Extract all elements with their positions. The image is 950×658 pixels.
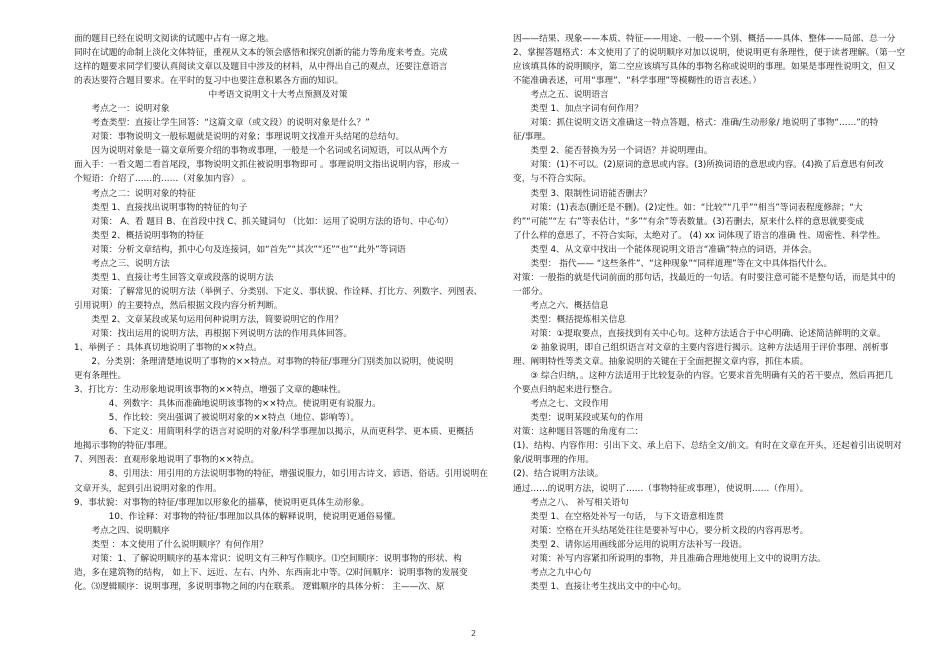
text-line: 对策：一般指的就是代词前面的那句话，找最近的一句话。有时要注意可能不是整句话，而是其中的 bbox=[513, 272, 896, 283]
text-line: 对策：抓住说明文语文准确这一特点答题，格式：准确/生动形象/ 地说明了事物“……”的特 bbox=[530, 118, 879, 129]
text-line: 对策：(1)表态(删还是不删)。(2)定性。如：“比较”“几乎”“相当”等词表程度修辞；“大 bbox=[530, 202, 863, 213]
text-line: 变，与不符合实际。 bbox=[513, 174, 592, 185]
text-line: 对策：(1)不可以。(2)原词的意思或内容。(3)所换词语的意思或内容。(4)换了后意思有何改 bbox=[530, 160, 884, 171]
text-line: 同时在试题的命制上淡化文体特征，重视从文本的领会感悟和探究创新的能力等角度来考查。完成 bbox=[74, 48, 448, 59]
text-line: 对策：找出运用的说明方法，再根据下列说明方法的作用具体回答。 bbox=[91, 328, 353, 339]
text-line: 类型 ：本文使用了什么说明顺序？有何作用？ bbox=[91, 539, 268, 550]
text-line: 类型 1、在空格处补写一句话， 与下文语意相连贯 bbox=[530, 511, 724, 522]
text-line: 理、阐明特性等类文章。抽象说明的关键在于全面把握文章内容，抓住本质。 bbox=[513, 357, 809, 368]
text-line: 对策：这种题目答题的角度有二： bbox=[513, 427, 644, 438]
text-line: 考点之二：说明对象的特征 bbox=[91, 188, 196, 199]
text-line: 不能准确表述，可用“事理”、“科学事理”等模糊性的语言表述。） bbox=[513, 76, 762, 87]
text-line: 引用说明）的主要特点，然后根据文段内容分析判断。 bbox=[74, 300, 283, 311]
text-line: 9、事状貌：对事物的特征/事理加以形象化的描摹，使说明更具体生动形象。 bbox=[74, 497, 370, 508]
text-line: 因——结果、现象——本质、特征——用途、一般——个别、概括——具体、整体——局部、总一分 bbox=[513, 34, 896, 44]
text-line: 应该填具体的说明顺序，第二空应该填写具体的事物名称或说明的事理。如果是事理性说明文，但又 bbox=[513, 62, 896, 73]
text-line: 2、掌握答题格式：本文使用了了的说明顺序对加以说明，使说明更有条理性，便于读者理解。（第一空 bbox=[513, 48, 906, 59]
text-line: (2)、结合说明方法谈。 bbox=[513, 469, 604, 480]
text-line: 4、列数字：具体而准确地说明该事物的××特点。使说明更有说服力。 bbox=[108, 399, 381, 410]
text-line: 通过……的说明方法，说明了……（事物特征或事理），使说明……（作用）。 bbox=[513, 483, 809, 494]
text-line: 类型 1、加点字词有何作用？ bbox=[530, 104, 643, 115]
text-line: 面的题目已经在说明文阅读的试题中占有一席之地。 bbox=[74, 34, 274, 44]
text-line: 2、分类别：条理清楚地说明了事物的××特点。对事物的特征/事理分门别类加以说明，使说明 bbox=[91, 357, 454, 368]
text-line: 类型 2、概括说明事物的特征 bbox=[91, 230, 204, 241]
text-line: 化。⑶逻辑顺序：说明事理，多说明事物之间的内在联系。 逻辑顺序的具体分析： 主——次、原 bbox=[74, 581, 445, 592]
text-line: 造，多在建筑物的结构， 如上下、远近、左右、内外、东西南北中等。⑵时间顺序：说明事物的发展变 bbox=[74, 567, 468, 578]
text-line: 类型： 指代—— “这些条件”、“这种现象”“同样道理”等在文中具体指代什么。 bbox=[530, 258, 833, 269]
text-line: 类型 1、直接让考生回答文章或段落的说明方法 bbox=[91, 272, 274, 283]
page-number: 2 bbox=[471, 629, 477, 638]
left-column bbox=[74, 32, 488, 594]
text-line: 征/事理。 bbox=[513, 132, 551, 143]
text-line: 一部分。 bbox=[513, 286, 548, 297]
text-line: 类型 3、限制性词语能否删去？ bbox=[530, 188, 652, 199]
text-line: 类型 1、直接找出说明事物的特征的句子 bbox=[91, 202, 248, 213]
text-line: 对策：了解常见的说明方法（举例子、分类别、下定义、事状貌、作诠释、打比方、列数字、列图表、 bbox=[91, 286, 483, 297]
text-line: 地揭示事物的特征/事理。 bbox=[74, 441, 173, 452]
text-line: 8、引用法：用引用的方法说明事物的特征，增强说服力，如引用古诗文、谚语、俗话。引用说明在 bbox=[108, 469, 488, 480]
text-line: 文章开头，起到引出说明对象的作用。 bbox=[74, 483, 222, 494]
text-line: 对策：事物说明文一般标题就是说明的对象；事理说明文找准开头结尾的总结句。 bbox=[91, 132, 405, 143]
text-line: 对策：空格在开头结尾处往往是要补写中心，要分析文段的内容再思考。 bbox=[530, 525, 809, 536]
text-line: 类型 2、文章某段或某句运用何种说明方法，简要说明它的作用？ bbox=[91, 314, 343, 325]
text-line: 类型 2、请你运用画线部分运用的说明方法补写一段语。 bbox=[530, 539, 748, 550]
text-line: 对策：分析文章结构，抓中心句及连接词，如“首先”“其次”“还”“也”“此外”等词语 bbox=[91, 244, 406, 255]
text-line: (1)、结构、内容作用：引出下文、承上启下、总结全文/前文。有时在文章在开头，还起着引出说明对 bbox=[513, 441, 902, 452]
text-line: 类型 1、直接让考生找出文中的中心句。 bbox=[530, 581, 687, 592]
text-line: ③ 综合归纳，。这种方法适用于比较复杂的内容。它要求首先明确有关的若干要点，然后再把几 bbox=[530, 371, 893, 382]
text-line: 对策：1、了解说明顺序的基本常识：说明文有三种写作顺序。⑴空间顺序：说明事物的形状、构 bbox=[91, 553, 462, 564]
text-line: 1、举例子 ：具体真切地说明了事物的××特点。 bbox=[74, 343, 262, 354]
text-line: 考查类型：直接让学生回答：“这篇文章（或文段）的说明对象是什么？” bbox=[91, 118, 370, 129]
text-line: 个要点归纳起来进行整合。 bbox=[513, 385, 618, 396]
text-line: 对策：补写内容紧扣所说明的事物，并且准确合理地使用上文中的说明方法。 bbox=[530, 553, 826, 564]
text-line: 因为说明对象是一篇文章所要介绍的事物或事理，一般是一个名词或名词短语，可以从两个方 bbox=[91, 146, 448, 157]
text-line: 类型：说明某段或某句的作用 bbox=[530, 413, 644, 424]
text-line: 面入手：一看文题二看首尾段，事物说明文抓住被说明事物即可 。事理说明文指出说明内容，形成一 bbox=[74, 160, 460, 171]
text-line: 考点之六、概括信息 bbox=[530, 300, 609, 311]
text-line: 类型 4、从文章中找出一个能体现说明文语言“准确”特点的词语，并体会。 bbox=[530, 244, 817, 255]
text-line: 考点之一：说明对象 bbox=[91, 104, 170, 115]
text-line: 对策：①提取要点，直接找到有关中心句。这种方法适合于中心明确、论述简洁鲜明的文章。 bbox=[530, 328, 886, 339]
text-line: 考点之四、说明顺序 bbox=[91, 525, 170, 536]
section-heading: 中考语文说明文十大考点预测及对策 bbox=[208, 90, 348, 101]
text-line: 约”“可能”“左 右”等表估计，“多”“有余”等表数量。(3)若删去，原来什么样的意思就要变成 bbox=[513, 216, 864, 227]
text-line: 的表达要符合题目要求。在平时的复习中也要注意积累各方面的知识。 bbox=[74, 76, 344, 87]
right-column bbox=[513, 32, 923, 594]
text-line: 考点之八、 补写相关语句 bbox=[530, 497, 629, 508]
text-line: 5、作比较：突出强调了被说明对象的××特点（地位、影响等）。 bbox=[108, 413, 360, 424]
text-line: 考点之七、文段作用 bbox=[530, 399, 609, 410]
text-line: 更有条理性。 bbox=[74, 371, 127, 382]
text-line: 类型：概括提炼相关信息 bbox=[530, 314, 626, 325]
text-line: 7、列图表：直观形象地说明了事物的××特点。 bbox=[74, 455, 260, 466]
text-line: 象/说明事理的作用。 bbox=[513, 455, 595, 466]
text-line: 这样的题要求同学们要认真阅读文章以及题目中涉及的材料，从中得出自己的观点，还要注意语言 bbox=[74, 62, 448, 73]
text-line: ② 抽象说明，即自己组织语言对文章的主要内容进行揭示。这种方法适用于评价事理、剖析事 bbox=[530, 343, 889, 354]
text-line: 考点之三、说明方法 bbox=[91, 258, 170, 269]
text-line: 考点之九中心句 bbox=[530, 567, 592, 578]
text-line: 个短语：介绍了……的……（对象加内容） 。 bbox=[74, 174, 251, 185]
text-line: 对策： A、看 题目 B、在首段中找 C、抓关键词句 （比如：运用了说明方法的语句、中心句） bbox=[91, 216, 454, 227]
text-line: 考点之五、说明语言 bbox=[530, 90, 609, 101]
text-line: 10、作诠释：对事物的特征/事理加以具体的解释说明，使说明更通俗易懂。 bbox=[108, 511, 401, 522]
text-line: 类型 2、能否替换为另一个词语？并说明理由。 bbox=[530, 146, 713, 157]
text-line: 6、下定义：用简明科学的语言对说明的对象/科学事理加以揭示，从而更科学、更本质、更概括 bbox=[108, 427, 474, 438]
text-line: 3、打比方：生动形象地说明该事物的××特点，增强了文章的趣味性。 bbox=[74, 385, 347, 396]
text-line: 了什么样的意思了，不符合实际，太绝对了。 (4) xx 词体现了语言的准确 性、周密性、科学性。 bbox=[513, 230, 886, 241]
